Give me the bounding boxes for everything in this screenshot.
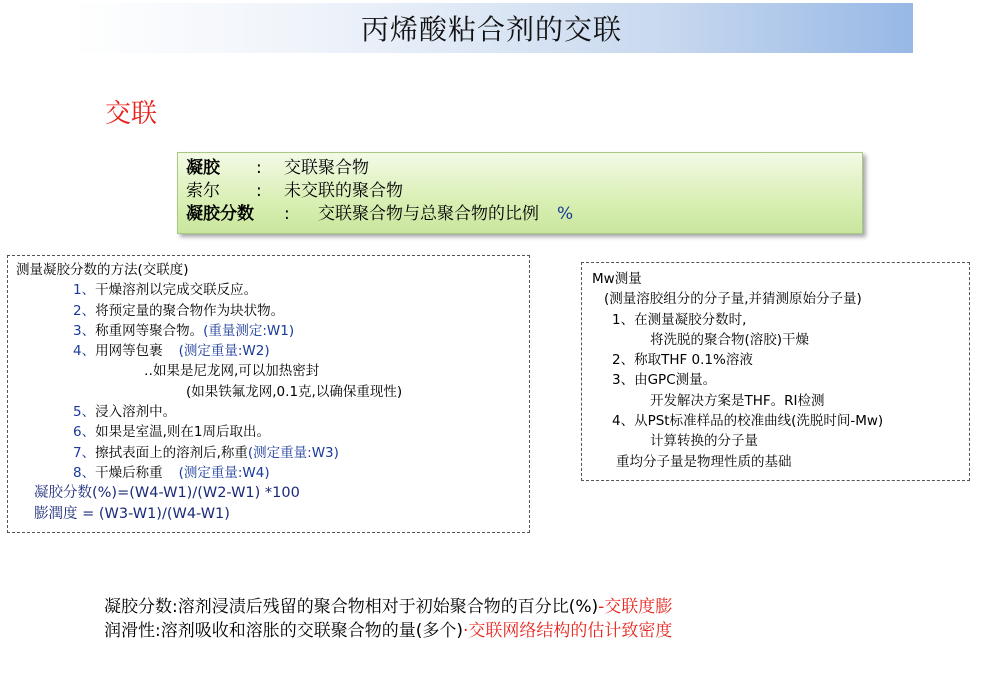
definition-term: 索尔 [186,181,220,201]
step-number: 4、 [73,343,96,360]
note-highlight: ·交联网络结构的估计致密度 [463,621,673,641]
gel-fraction-formula: 凝胶分数(%)=(W4-W1)/(W2-W1) *100 [34,485,300,502]
step-text: 如果是室温,则在1周后取出。 [95,424,270,441]
mw-line: 4、从PSt标准样品的校准曲线(洗脱时间-Mw) [612,413,884,430]
step-text: 擦拭表面上的溶剂后,称重 [95,444,248,461]
step-number: 2、 [73,302,96,319]
mw-line: 计算转换的分子量 [650,433,758,450]
step-text: 将预定量的聚合物作为块状物。 [95,302,285,319]
method-step-8 [16,463,521,483]
step-number: 6、 [73,424,96,441]
definition-row-gel-fraction [186,203,854,226]
step-number: 8、 [73,464,96,481]
note-text: 凝胶分数:溶剂浸渍后残留的聚合物相对于初始聚合物的百分比(%) [104,597,599,617]
definition-value: 交联聚合物 [284,158,369,178]
note-highlight: -交联度膨 [598,597,673,617]
mw-line: 1、在测量凝胶分数时, [612,311,747,328]
mw-line: (测量溶胶组分的分子量,并猜测原始分子量) [604,291,862,308]
method-box [7,255,530,533]
definition-box [177,152,863,234]
definition-separator: : [284,204,290,224]
definition-unit: % [557,204,574,224]
swelling-formula: 膨潤度 = (W3-W1)/(W4-W1) [34,505,230,522]
step-note: (重量测定:W1) [203,322,295,339]
step-text: 干燥溶剂以完成交联反应。 [95,282,258,299]
method-step-2 [16,301,521,321]
definition-separator: : [256,158,262,178]
step-text: 称重网等聚合物。 [95,322,204,339]
mw-heading: Mw测量 [592,271,642,287]
definition-row-gel [186,157,854,180]
mw-line: 2、称取THF 0.1%溶液 [612,352,753,369]
step-number: 1、 [73,282,96,299]
mw-line: 开发解决方案是THF。RI检测 [650,392,825,409]
step-note: (测定重量:W2) [178,343,270,360]
step-number: 7、 [73,444,96,461]
section-heading: 交联 [105,99,158,129]
step-note: (测定重量:W4) [178,464,270,481]
definition-term: 凝胶分数 [186,204,254,224]
bottom-notes [104,595,672,643]
method-step-4 [16,341,521,361]
note-text: 润滑性:溶剂吸收和溶胀的交联聚合物的量(多个) [104,621,463,641]
mw-line: 重均分子量是物理性质的基础 [616,453,792,470]
method-step-6 [16,422,521,442]
title-bar [70,3,913,53]
method-step-1 [16,280,521,300]
step-note: (测定重量:W3) [247,444,339,461]
method-step-7 [16,443,521,463]
page-title: 丙烯酸粘合剂的交联 [360,13,622,46]
step-text: 浸入溶剂中。 [95,404,177,421]
definition-value: 交联聚合物与总聚合物的比例 [318,204,539,224]
note-swelling [104,619,672,643]
definition-separator: : [256,181,262,201]
mw-line: 3、由GPC测量。 [612,372,717,389]
note-gel-fraction [104,595,672,619]
definition-row-sol [186,180,854,203]
method-heading: 测量凝胶分数的方法(交联度) [16,262,189,278]
method-step-3 [16,321,521,341]
step-text: 干燥后称重 [95,464,163,481]
method-step-5 [16,402,521,422]
definition-term: 凝胶 [186,158,220,178]
step-number: 5、 [73,404,96,421]
mw-line: 将洗脱的聚合物(溶胶)干燥 [650,331,810,348]
step-text: 用网等包裹 [95,343,163,360]
definition-value: 未交联的聚合物 [284,181,403,201]
method-step-4-sub-2: (如果铁氟龙网,0.1克,以确保重现性) [186,383,403,400]
mw-box [581,262,970,481]
method-step-4-sub-1: ‥如果是尼龙网,可以加热密封 [144,363,320,380]
step-number: 3、 [73,322,96,339]
